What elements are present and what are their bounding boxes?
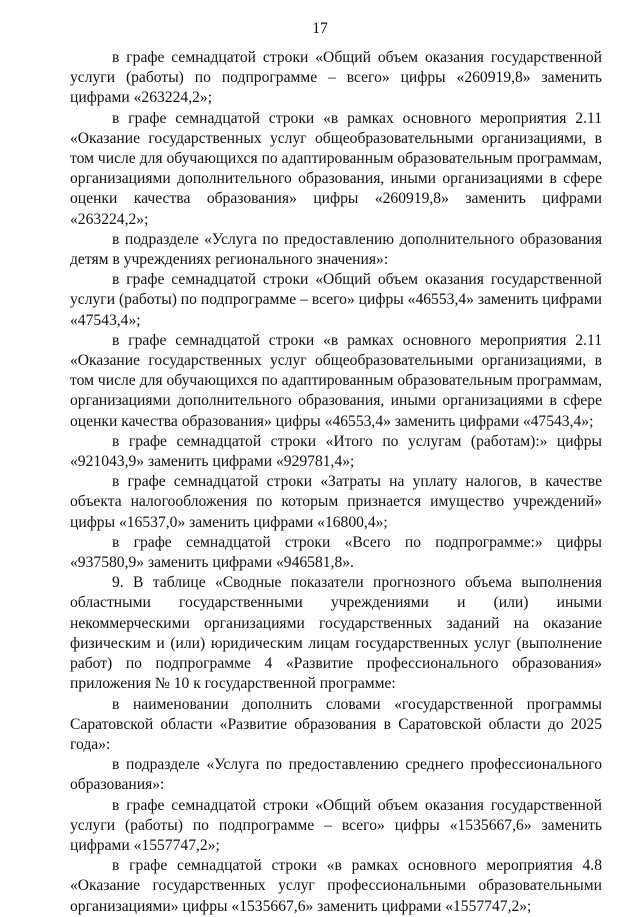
paragraph: в графе семнадцатой строки «Затраты на уплату налогов, в качестве объекта налогообложения по которым признается имущество учреждений» цифры «16537,0» заменить цифрами «16800,4»; (70, 473, 602, 531)
paragraph: в графе семнадцатой строки «Общий объем оказания государственной услуги (работы) по подпрограмме – всего» цифры «260919,8» заменить цифрами «263224,2»; (70, 49, 602, 107)
paragraph: в подразделе «Услуга по предоставлению дополнительного образования детям в учреждениях регионального значения»: (70, 230, 602, 269)
paragraph: 9. В таблице «Сводные показатели прогнозного объема выполнения областными государственными учреждениями и (или) иными некоммерческими организациями государственных заданий на оказание физическим и (или) юридическим лицам государственных услуг (выполнение работ) по подпрограмме 4 «Развитие профессионального образования» приложения № 10 к государственной программе: (70, 574, 602, 693)
paragraph: в графе семнадцатой строки «Итого по услугам (работам):» цифры «921043,9» заменить цифрами «929781,4»; (70, 432, 602, 471)
paragraph: в графе семнадцатой строки «Общий объем оказания государственной услуги (работы) по подпрограмме – всего» цифры «1535667,6» заменить цифрами «1557747,2»; (70, 796, 602, 854)
document-body (70, 48, 602, 917)
paragraph: в графе семнадцатой строки «в рамках основного мероприятия 2.11 «Оказание государственных услуг общеобразовательными организациями, в том числе для обучающихся по адаптированным образовательным программам, организациями дополнительного образования, иными организациями в сфере оценки качества образования» цифры «260919,8» заменить цифрами «263224,2»; (70, 109, 602, 228)
paragraph: в графе семнадцатой строки «в рамках основного мероприятия 4.8 «Оказание государственных услуг профессиональными образовательными организациями» цифры «1535667,6» заменить цифрами «1557747,2»; (70, 857, 602, 915)
page-number: 17 (312, 20, 328, 37)
paragraph: в графе семнадцатой строки «Всего по подпрограмме:» цифры «937580,9» заменить цифрами «946581,8». (70, 533, 602, 572)
paragraph: в подразделе «Услуга по предоставлению среднего профессионального образования»: (70, 756, 602, 794)
paragraph: в графе семнадцатой строки «в рамках основного мероприятия 2.11 «Оказание государственных услуг общеобразовательными организациями, в том числе для обучающихся по адаптированным образовательным программам, организациями дополнительного образования, иными организациями в сфере оценки качества образования» цифры «46553,4» заменить цифрами «47543,4»; (70, 331, 602, 430)
paragraph: в наименовании дополнить словами «государственной программы Саратовской области «Развитие образования в Саратовской области до 2025 года»: (70, 695, 602, 753)
paragraph: в графе семнадцатой строки «Общий объем оказания государственной услуги (работы) по подпрограмме – всего» цифры «46553,4» заменить цифрами «47543,4»; (70, 271, 602, 329)
